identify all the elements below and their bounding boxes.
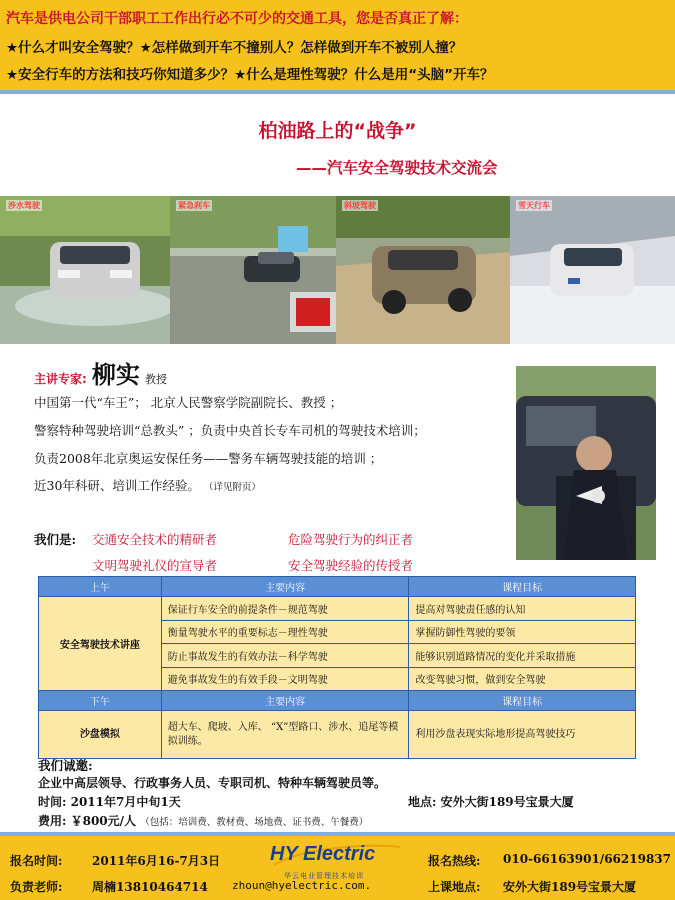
content-cell: 防止事故发生的有效办法－科学驾驶: [161, 644, 409, 668]
header-band: [0, 0, 675, 90]
invite-heading: 我们诚邀:: [38, 758, 93, 773]
content-cell: 保证行车安全的前提条件－规范驾驶: [161, 597, 409, 621]
role-tag: 文明驾驶礼仪的宣导者: [92, 558, 218, 573]
hotline-label: 报名热线:: [428, 854, 481, 868]
teacher-label: 负责老师:: [10, 880, 63, 894]
column-header: 下午: [39, 691, 162, 711]
signup-time-label: 报名时间:: [10, 854, 63, 868]
column-header: 主要内容: [161, 577, 409, 597]
location-label: 上课地点:: [428, 880, 481, 894]
photo-caption: 雪天行车: [518, 201, 550, 210]
column-header: 课程目标: [409, 577, 636, 597]
photo-caption: 斜坡驾驶: [344, 201, 376, 210]
role-tag: 交通安全技术的精研者: [92, 532, 218, 547]
course-table: [38, 576, 636, 759]
photo-slope-driving: [336, 196, 510, 344]
header-question-line-3: ★安全行车的方法和技巧你知道多少？★什么是理性驾驶？什么是用“头脑”开车？: [6, 67, 494, 83]
logo-subtitle: 华云电业管理技术培训: [284, 872, 364, 880]
expert-photo-image: [516, 366, 656, 560]
afternoon-header-row: [39, 691, 636, 711]
content-cell: 避免事故发生的有效手段－文明驾驶: [161, 667, 409, 691]
table-row: [39, 597, 636, 621]
contact-email[interactable]: zhoun@hyelectric.com.: [232, 879, 372, 892]
content-cell: 衡量驾驶水平的重要标志－理性驾驶: [161, 620, 409, 644]
photo-strip: [0, 196, 675, 344]
goal-cell: 利用沙盘表现实际地形提高驾驶技巧: [409, 711, 636, 759]
column-header: 上午: [39, 577, 162, 597]
invitation-block: [38, 756, 387, 828]
afternoon-category: 沙盘模拟: [39, 711, 162, 759]
hy-electric-logo: [270, 841, 404, 889]
signup-time-value: 2011年6月16-7月3日: [92, 854, 221, 868]
invite-fee-note: （包括：培训费、教材费、场地费、证书费、午餐费）: [140, 817, 369, 828]
invite-time: 时间: 2011年7月中旬1天: [38, 795, 181, 809]
snow-driving-image: [510, 196, 675, 344]
blue-divider-top: [0, 90, 675, 94]
expert-bio-note: （详见附页）: [203, 482, 261, 493]
event-title: 柏油路上的“战争”: [258, 120, 417, 142]
expert-bio-line: 近30年科研、培训工作经验。: [34, 478, 200, 493]
goal-cell: 提高对驾驶责任感的认知: [409, 597, 636, 621]
invite-venue: 地点: 安外大街189号宝景大厦: [408, 795, 574, 809]
photo-caption: 涉水驾驶: [8, 201, 40, 210]
invite-fee-row: [38, 812, 368, 829]
goal-cell: 掌握防御性驾驶的要领: [409, 620, 636, 644]
expert-name: 柳实: [91, 360, 140, 389]
role-tag: 危险驾驶行为的纠正者: [288, 532, 414, 547]
expert-bio-last: [34, 476, 261, 494]
logo-wordmark: HY Electric: [270, 843, 376, 865]
column-header: 主要内容: [161, 691, 409, 711]
expert-label: 主讲专家:: [34, 372, 87, 386]
table-row: [39, 711, 636, 759]
content-cell: 超大车、爬坡、入库、 “X”型路口、涉水、追尾等模拟训练。: [161, 711, 409, 759]
teacher-value: 周楠13810464714: [92, 880, 208, 894]
header-question-intro: 汽车是供电公司干部职工工作出行必不可少的交通工具，您是否真正了解：: [6, 11, 468, 27]
expert-portrait: [516, 366, 656, 560]
expert-rank: 教授: [145, 373, 167, 386]
emergency-brake-image: [170, 196, 336, 344]
car-wading-image: [0, 196, 170, 344]
role-tag: 安全驾驶经验的传授者: [288, 558, 414, 573]
expert-bio-line: 警察特种驾驶培训“总教头” ；负责中央首长专车司机的驾驶技术培训；: [34, 423, 426, 438]
photo-caption: 紧急刹车: [178, 201, 210, 210]
expert-bio-line: 负责2008年北京奥运安保任务——警务车辆驾驶技能的培训 ；: [34, 451, 383, 466]
photo-water-driving: [0, 196, 170, 344]
invite-audience: 企业中高层领导、行政事务人员、专职司机、特种车辆驾驶员等。: [38, 776, 387, 790]
we-are-label: 我们是:: [34, 532, 77, 547]
photo-snow-driving: [510, 196, 675, 344]
morning-category: 安全驾驶技术讲座: [39, 597, 162, 691]
invite-fee: 费用: ￥800元/人: [38, 814, 137, 828]
expert-heading: [34, 355, 167, 390]
slope-driving-image: [336, 196, 510, 344]
photo-emergency-brake: [170, 196, 336, 344]
goal-cell: 能够识别道路情况的变化并采取措施: [409, 644, 636, 668]
hotline-value: 010-66163901/66219837: [503, 852, 672, 866]
location-value: 安外大街189号宝景大厦: [503, 880, 637, 894]
event-subtitle: ——汽车安全驾驶技术交流会: [296, 159, 498, 177]
morning-header-row: [39, 577, 636, 597]
header-question-line-2: ★什么才叫安全驾驶？★怎样做到开车不撞别人？怎样做到开车不被别人撞？: [6, 40, 463, 56]
expert-bio-line: 中国第一代“车王”； 北京人民警察学院副院长、教授 ；: [34, 395, 343, 410]
column-header: 课程目标: [409, 691, 636, 711]
goal-cell: 改变驾驶习惯，做到安全驾驶: [409, 667, 636, 691]
